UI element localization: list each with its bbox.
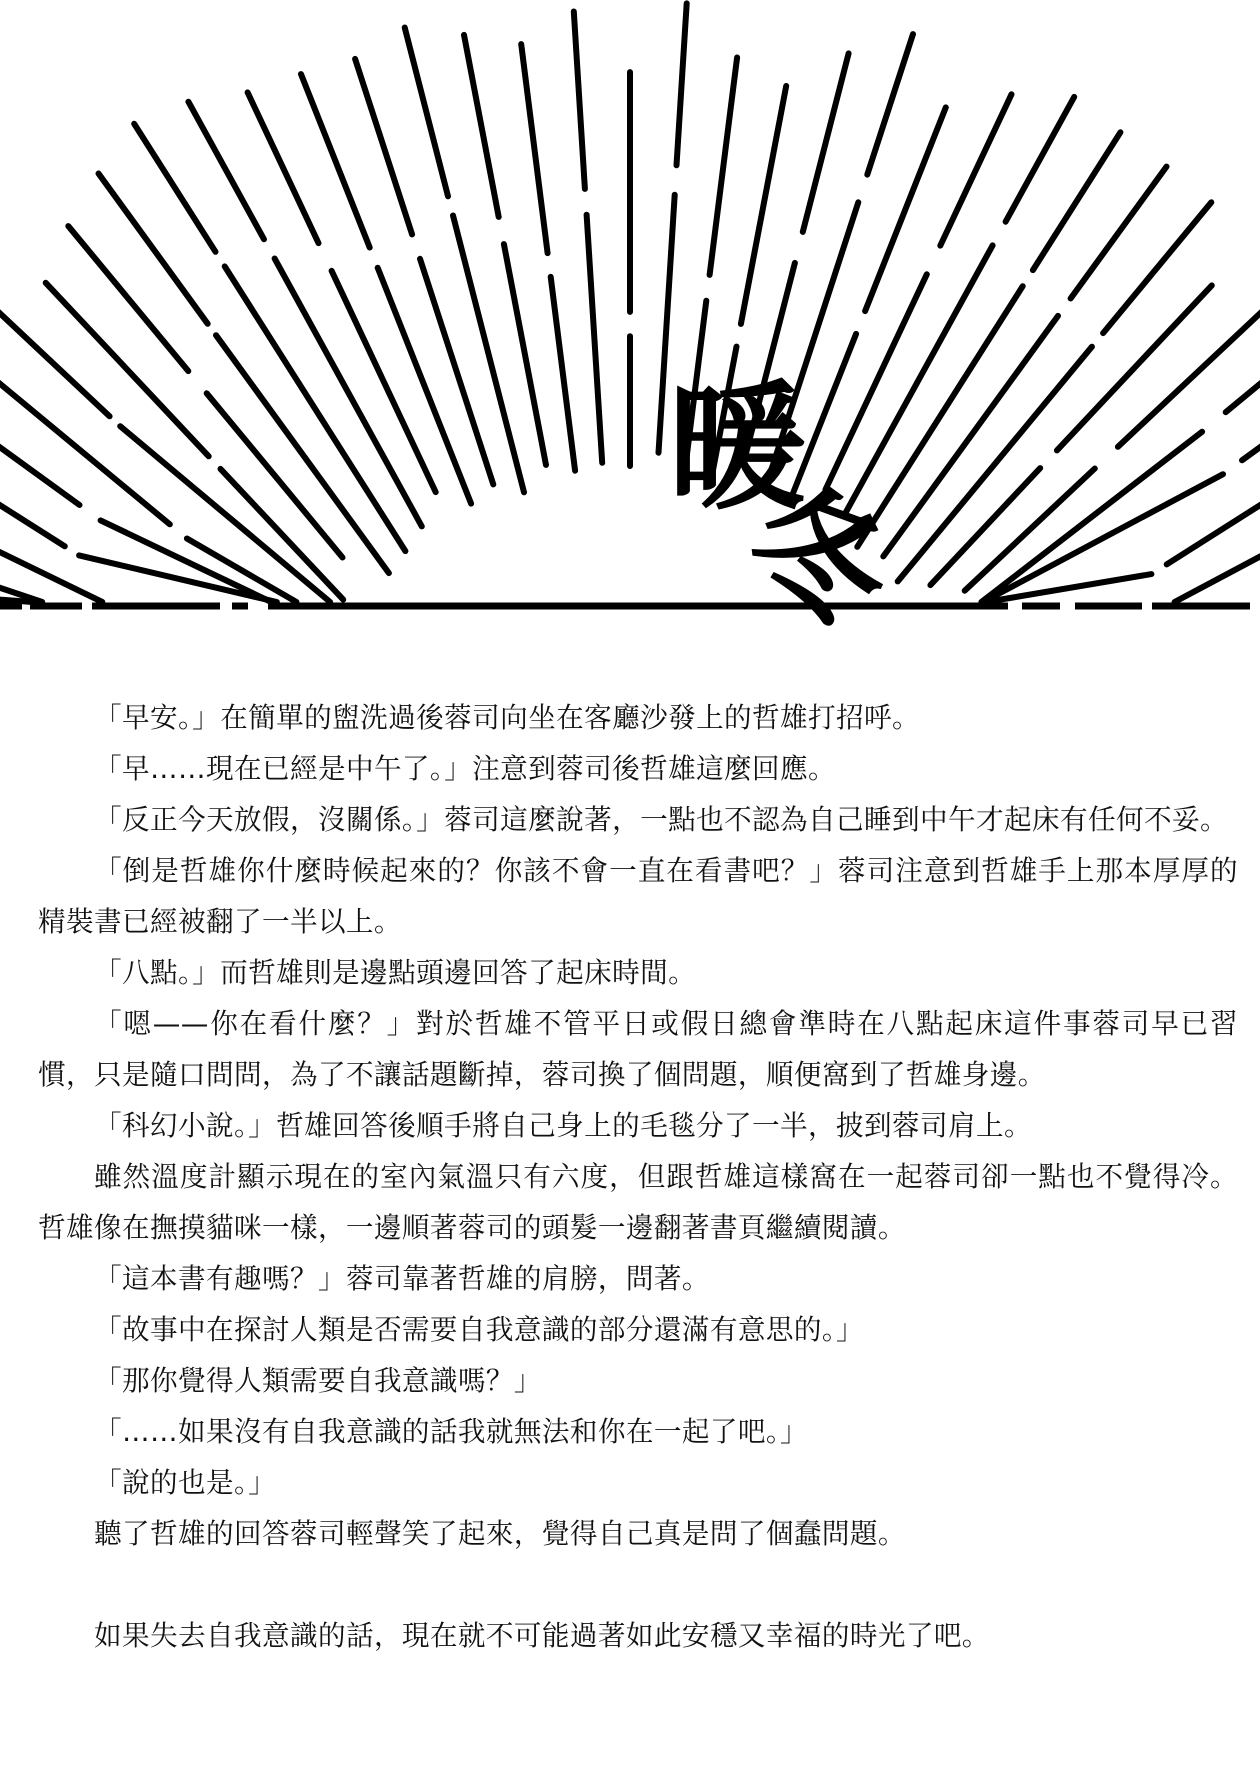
sun-ray-segment (1057, 285, 1212, 450)
sun-rays (0, 3, 1260, 602)
paragraph-spacer (38, 1559, 1238, 1610)
story-paragraph: 「早……現在已經是中午了。」注意到蓉司後哲雄這麼回應。 (94, 752, 837, 785)
story-paragraph: 雖然溫度計顯示現在的室內氣溫只有六度，但跟哲雄這樣窩在一起蓉司卻一點也不覺得冷。哲雄像在撫摸貓咪一樣，一邊順著蓉司的頭髮一邊翻著書頁繼續閱讀。 (38, 1160, 1238, 1244)
sun-ray-segment (677, 3, 687, 165)
story-paragraph: 「故事中在探討人類是否需要自我意識的部分還滿有意思的。」 (94, 1313, 865, 1346)
story-paragraph: 「……如果沒有自我意識的話我就無法和你在一起了吧。」 (94, 1415, 809, 1448)
title-character-warm: 暖 (668, 368, 807, 529)
sun-ray-segment (464, 35, 499, 217)
story-paragraph: 「嗯——你在看什麼？」對於哲雄不管平日或假日總會準時在八點起床這件事蓉司早已習慣，只是隨口問問，為了不讓話題斷掉，蓉司換了個問題，順便窩到了哲雄身邊。 (38, 1007, 1238, 1091)
story-body (38, 692, 1238, 1661)
sun-ray-segment (99, 174, 208, 324)
sun-ray-segment (551, 277, 575, 471)
story-paragraph: 「倒是哲雄你什麼時候起來的？你該不會一直在看書吧？」蓉司注意到哲雄手上那本厚厚的精裝書已經被翻了一半以上。 (38, 854, 1238, 938)
story-paragraph: 「八點。」而哲雄則是邊點頭邊回答了起床時間。 (94, 956, 697, 989)
sun-ray-segment (275, 259, 422, 527)
story-paragraph: 「早安。」在簡單的盥洗過後蓉司向坐在客廳沙發上的哲雄打招呼。 (94, 701, 921, 734)
sun-ray-segment (981, 432, 1202, 602)
sun-ray-segment (867, 34, 913, 175)
sun-ray-segment (216, 335, 389, 573)
story-paragraph: 如果失去自我意識的話，現在就不可能過著如此安穩又幸福的時光了吧。 (94, 1619, 990, 1652)
sun-ray-segment (1242, 368, 1260, 461)
sun-ray-segment (521, 44, 547, 253)
sun-ray-segment (0, 389, 80, 505)
sun-ray-segment (79, 555, 277, 602)
story-paragraph: 「那你覺得人類需要自我意識嗎？」 (94, 1364, 542, 1397)
sun-ray-segment (188, 102, 264, 240)
story-paragraph: 「說的也是。」 (94, 1466, 277, 1499)
sun-ray-segment (453, 216, 524, 493)
story-paragraph: 「科幻小說。」哲雄回答後順手將自己身上的毛毯分了一半，披到蓉司肩上。 (94, 1109, 1032, 1142)
sun-ray-segment (741, 86, 786, 324)
sun-ray-segment (574, 12, 585, 189)
story-paragraph: 「這本書有趣嗎？」蓉司靠著哲雄的肩膀，問著。 (94, 1262, 710, 1295)
sun-ray-segment (587, 215, 603, 463)
sun-ray-segment (883, 316, 1058, 557)
sun-ray-segment (940, 94, 1011, 245)
title-character-winter: 冬 (726, 459, 912, 658)
sun-ray-segment (1118, 312, 1260, 447)
sun-ray-segment (1103, 202, 1211, 333)
sun-ray-segment (68, 226, 188, 371)
sun-ray-segment (420, 259, 493, 485)
sun-ray-segment (225, 266, 406, 551)
sun-ray-segment (405, 28, 448, 197)
sun-ray-segment (710, 58, 738, 275)
sunrise-illustration (0, 0, 1260, 640)
sun-ray-segment (1006, 97, 1075, 222)
story-paragraph: 聽了哲雄的回答蓉司輕聲笑了起來，覺得自己真是問了個蠢問題。 (94, 1517, 906, 1550)
sun-ray-segment (803, 53, 849, 232)
story-paragraph: 「反正今天放假，沒關係。」蓉司這麼說著，一點也不認為自己睡到中午才起床有任何不妥。 (94, 803, 1228, 836)
sun-ray-segment (355, 59, 412, 235)
sun-ray-segment (134, 124, 215, 252)
sun-ray-segment (1226, 321, 1260, 413)
sun-ray-segment (898, 347, 1092, 582)
sun-ray-segment (248, 92, 319, 243)
